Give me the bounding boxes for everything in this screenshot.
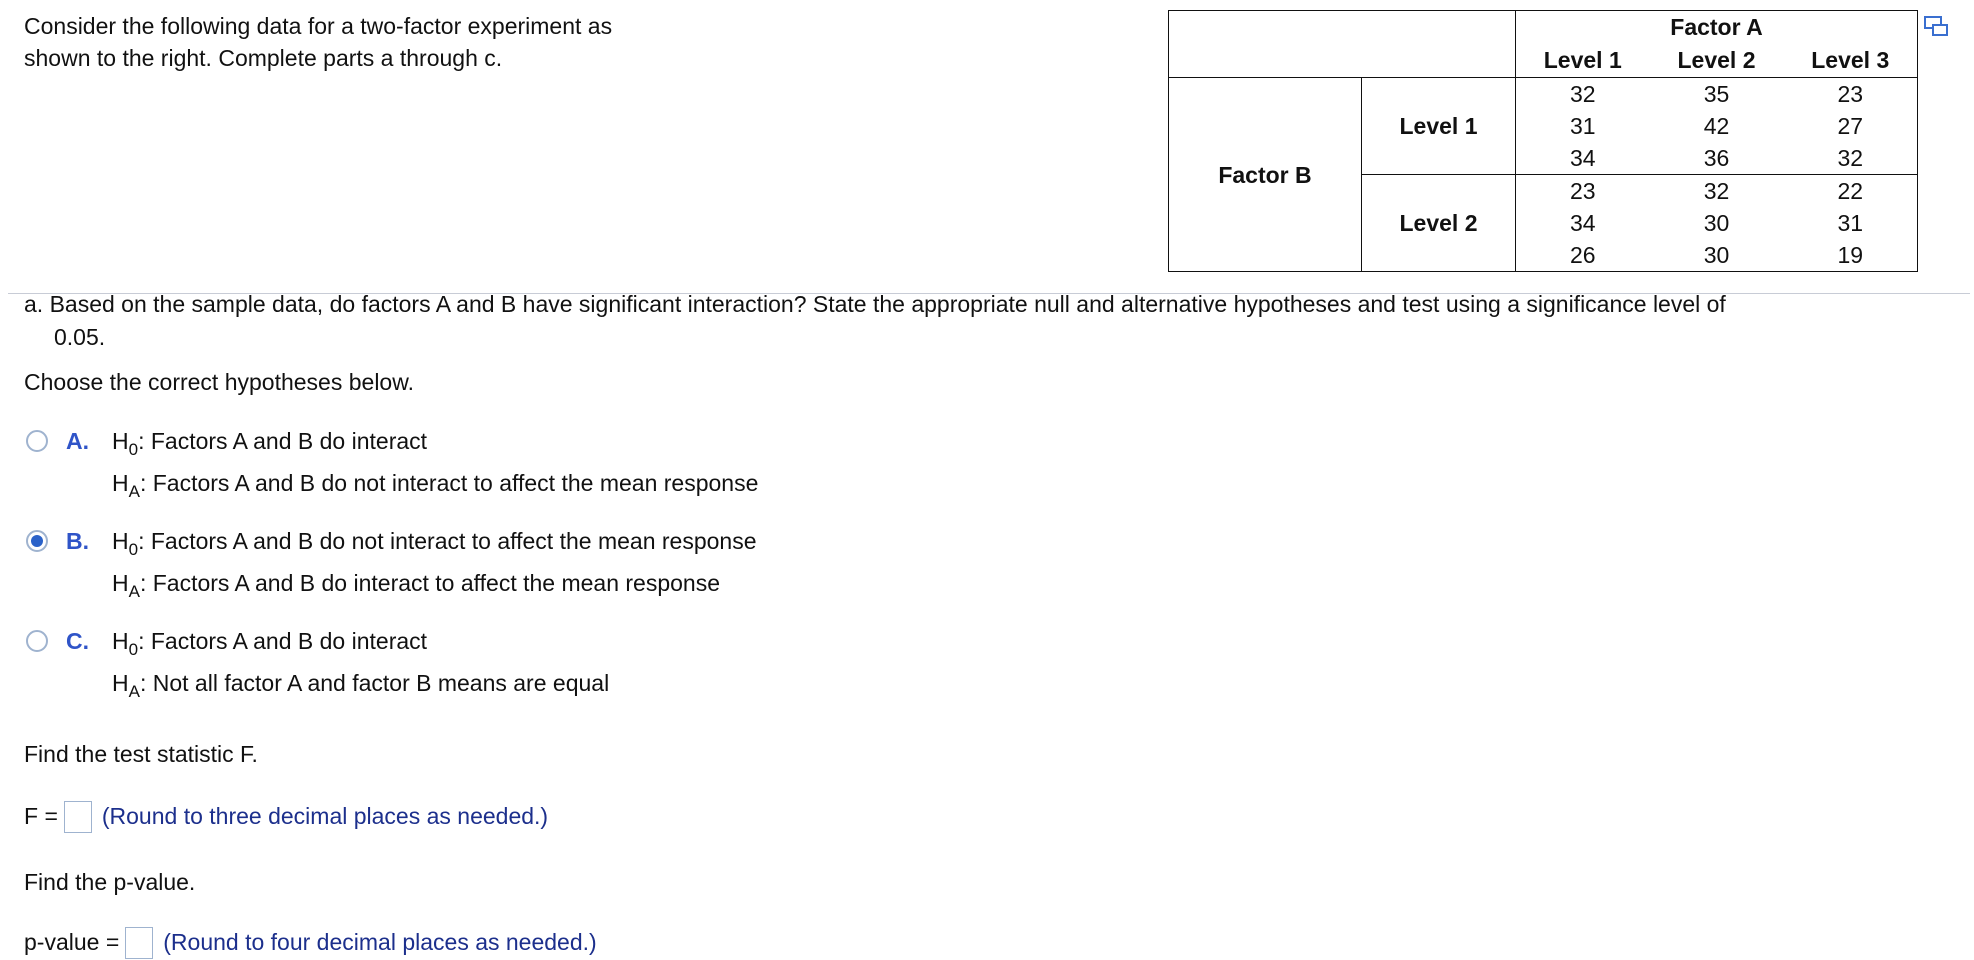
radio-option-a[interactable]: [26, 430, 48, 452]
copy-icon[interactable]: [1924, 16, 1950, 38]
p-value-input[interactable]: [125, 927, 153, 959]
level-header: Level 1: [1543, 46, 1622, 73]
level-header: Level 3: [1784, 43, 1918, 78]
table-cell: 26: [1516, 239, 1650, 272]
table-cell: 32: [1784, 142, 1918, 175]
option-letter: B.: [66, 528, 89, 554]
p-hint: (Round to four decimal places as needed.): [163, 929, 597, 955]
option-h0: $H_0$: Factors A and B do interact: [112, 628, 428, 659]
f-input[interactable]: [64, 801, 92, 833]
table-cell: 32: [1650, 175, 1784, 208]
problem-intro: Consider the following data for a two-factor experiment as shown to the right. Complete parts a through c.: [24, 13, 613, 71]
option-h0: $H_0$: Factors A and B do interact: [112, 428, 428, 459]
question-line-cont: 0.05.: [54, 324, 106, 350]
table-cell: 31: [1784, 207, 1918, 239]
f-answer-row: [24, 800, 548, 833]
table-cell: 31: [1569, 113, 1596, 139]
option-letter: A.: [66, 428, 89, 454]
question-line: a. Based on the sample data, do factors A and B have significant interaction? State the appropriate null and alternative hypotheses and test using a significance level of: [24, 291, 1726, 317]
table-corner: [1169, 11, 1516, 78]
option-h0: $H_0$: Factors A and B do not interact to affect the mean response: [112, 528, 757, 559]
table-cell: 30: [1650, 239, 1784, 272]
level-header: Level 2: [1677, 46, 1756, 73]
table-cell: 32: [1516, 78, 1650, 111]
radio-option-c[interactable]: [26, 630, 48, 652]
option-ha: $H_A$: Not all factor A and factor B means are equal: [112, 670, 610, 701]
table-cell: 23: [1516, 175, 1650, 208]
table-cell: 34: [1569, 145, 1596, 171]
f-label: F =: [24, 803, 58, 829]
table-cell: 19: [1784, 239, 1918, 272]
option-ha: $H_A$: Factors A and B do interact to affect the mean response: [112, 570, 720, 601]
factor-a-header: Factor A: [1516, 11, 1918, 44]
factor-b-header: Factor B: [1169, 78, 1362, 272]
row-level-label: Level 2: [1362, 175, 1516, 272]
table-cell: 27: [1784, 110, 1918, 142]
table-cell: 30: [1703, 210, 1730, 236]
table-cell: 36: [1703, 145, 1730, 171]
choose-prompt: Choose the correct hypotheses below.: [24, 369, 414, 395]
data-table: [1168, 10, 1918, 272]
question-text: [24, 288, 1974, 354]
p-answer-row: [24, 926, 597, 959]
p-label: p-value =: [24, 929, 120, 955]
f-hint: (Round to three decimal places as needed.): [101, 803, 549, 829]
option-letter: C.: [66, 628, 89, 654]
row-level-label: Level 1: [1362, 78, 1516, 175]
option-ha: $H_A$: Factors A and B do not interact to affect the mean response: [112, 470, 759, 501]
table-cell: 23: [1784, 78, 1918, 111]
table-cell: 22: [1784, 175, 1918, 208]
table-cell: 34: [1569, 210, 1596, 236]
find-p-prompt: Find the p-value.: [24, 869, 196, 895]
find-f-prompt: Find the test statistic F.: [24, 741, 258, 767]
table-cell: 42: [1703, 113, 1730, 139]
table-cell: 35: [1650, 78, 1784, 111]
radio-option-b[interactable]: [26, 530, 48, 552]
